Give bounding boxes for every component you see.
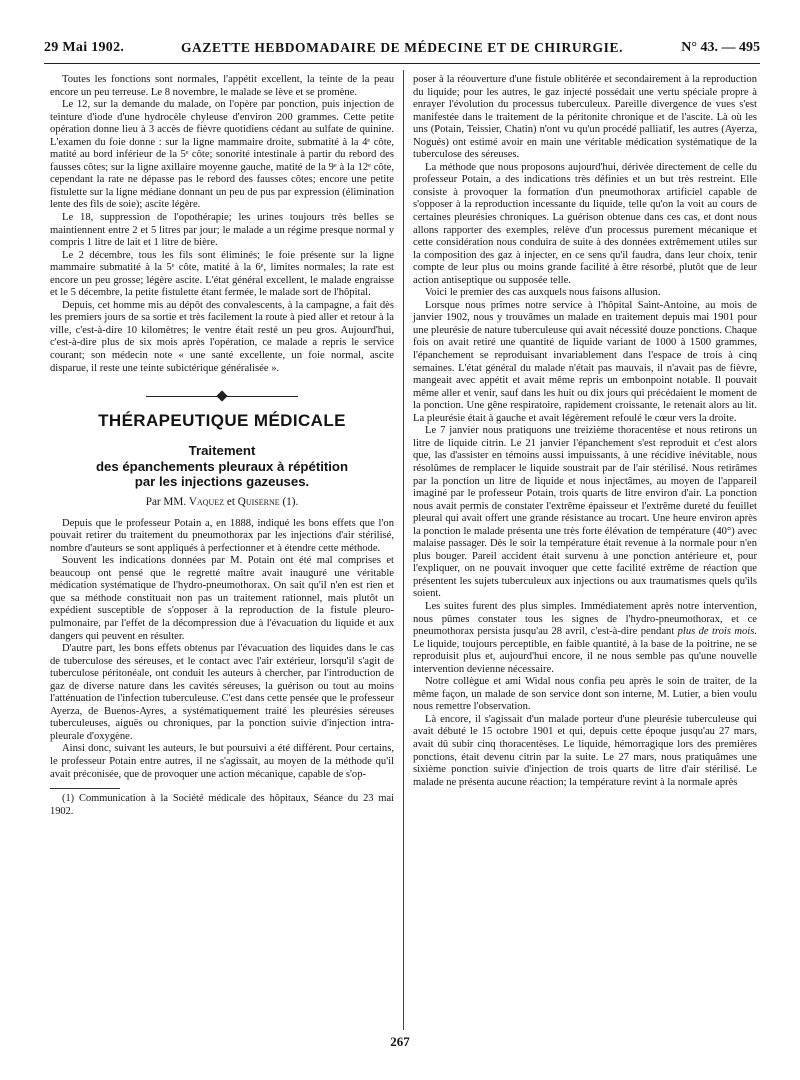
paragraph: Le 2 décembre, tous les fils sont éliminés; le foie présente sur la ligne mammaire submatité à la 5ᵉ côte, matité à la 6ᵉ, limites normales; la rate est encore un peu grosse; légère ascite. L'état général excellent, le malade engraisse et le 5 décembre, la petite fistulette étant fermée, le malade sort de l'hôpital.	[50, 249, 394, 299]
byline-prefix: Par MM.	[145, 495, 187, 508]
journal-title: GAZETTE HEBDOMADAIRE DE MÉDECINE ET DE CHIRURGIE.	[180, 40, 624, 55]
issue-date: 29 Mai 1902.	[44, 40, 125, 55]
paragraph: poser à la réouverture d'une fistule oblitérée et secondairement à la reproduction du liquide; pour les autres, le gaz injecté possédait une vertu spéciale propre à enrayer l'évolution du processus tuberculeux. Pareille divergence de vues s'est manifestée dans le traitement de la péritonite chronique et de l'ascite. Là où les uns (Potain, Teissier, Chatin) n'ont vu qu'un procédé palliatif, les autres (Ayerza, Nogués) ont estimé avoir en main une véritable médication systématique de la tuberculose des séreuses.	[413, 74, 757, 161]
paragraph: Là encore, il s'agissait d'un malade porteur d'une pleurésie tuberculeuse qui avait débuté le 15 octobre 1901 et qui, depuis cette époque jusqu'au 27 mars, avait dû subir cinq thoracentèses. Le liquide, hémorragique lors des premières ponctions, était devenu citrin par la suite. Le 27 mars, nous pratiquâmes une sixième ponction suivie d'injection de trois quarts de litre d'air stérilisé. Le malade ne présenta aucune réaction; la température revint à la normale après	[413, 713, 757, 788]
paragraph: Voici le premier des cas auxquels nous faisons allusion.	[425, 287, 661, 299]
right-column	[413, 74, 757, 789]
byline	[50, 495, 394, 509]
left-column	[50, 74, 394, 818]
footnote-rule	[50, 788, 120, 789]
article-title-line: par les injections gazeuses.	[134, 474, 310, 490]
paragraph: Notre collègue et ami Widal nous confia peu après le soin de traiter, de la même façon, un malade de son service dont son interne, M. Lutier, a bien voulu nous remettre l'observation.	[413, 676, 757, 713]
paragraph: Lorsque nous prîmes notre service à l'hôpital Saint-Antoine, au mois de janvier 1902, nous y trouvâmes un malade en traitement depuis mai 1901 pour une pleurésie de nature tuberculeuse qui avait nécessité douze ponctions. Chaque fois on avait retiré une quantité de liquide variant de 1000 à 1500 grammes, l'épanchement se reproduisant invariablement dans l'espace de trois à cinq semaines. L'état général du malade n'était pas mauvais, il n'avait pas de fièvre, mangeait avec appétit et avait même repris un embonpoint notable. Il pouvait même aller et venir, sauf dans les huit ou dix jours qui précédaient le moment de la ponction. Une gêne respiratoire, rapidement croissante, le retenait alors au lit. La pleurésie était à gauche et avait légèrement refoulé le cœur vers la droite.	[413, 299, 757, 424]
byline-conjunction: et	[226, 495, 235, 508]
issue-number: N° 43. — 495	[681, 40, 760, 55]
emphasis-text: plus de trois mois.	[677, 626, 757, 638]
paragraph: La méthode que nous proposons aujourd'hui, dérivée directement de celle du professeur Potain, a des indications très définies et un but très restreint. Elle consiste à provoquer la formation d'un pneumothorax artificiel capable de s'opposer à la reproduction incessante du liquide, telle qu'on la voit au cours de certaines pleurésies chroniques. La guérison obtenue dans ces cas, et dont nous allons rapporter des exemples, relève d'un processus purement mécanique et cette considération nous conduira de suite à des données extrêmement utiles sur la composition des gaz à injecter, en ce sens qu'il faudra, dans leur choix, tenir compte de leur plus ou moins grande facilité à être résorbé, plutôt que de leur action antiseptique ou supposée telle.	[413, 161, 757, 286]
paragraph: Le 12, sur la demande du malade, on l'opère par ponction, puis injection de teinture d'iode d'une hydrocèle chyleuse d'environ 200 grammes. Cette petite opération donne lieu à 3 accès de fièvre quotidiens cédant au sulfate de quinine. L'examen du foie donne : sur la ligne mammaire droite, submatité à la 4ᵉ côte, matité au bord inférieur de la 5ᵉ côte; sonorité intestinale à partir du rebord des fausses côtes; sur la ligne axillaire moyenne gauche, matité de la 9ᵉ à la 12ᵉ côte, cependant la rate ne dépasse pas le rebord des fausses côtes; encore une petite fistulette sur la ligne médiane donnant un peu de pus par expression (élimination lente des fils de soie); ascite légère.	[50, 99, 394, 211]
paragraph: D'autre part, les bons effets obtenus par l'évacuation des liquides dans le cas de tuberculose des séreuses, et le contact avec l'air extérieur, lorsqu'il s'agit de tuberculose péritonéale, ont conduit les auteurs à chercher, par l'introduction de gaz de diverse nature dans les cavités séreuses, la guérison ou tout au moins l'atténuation de l'infection tuberculeuse. C'est dans cette pensée que le professeur Ayerza, de Buenos-Ayres, a systématiquement traité les pleurésies séreuses tuberculeuses, aiguës ou chroniques, par la ponction suivie d'injection intra-pleurale d'oxygène.	[50, 643, 394, 742]
paragraph	[413, 601, 757, 676]
running-header	[44, 40, 760, 62]
section-title: THÉRAPEUTIQUE MÉDICALE	[98, 411, 346, 431]
paragraph: Ainsi donc, suivant les auteurs, le but poursuivi a été différent. Pour certains, le professeur Potain entre autres, il ne s'agissait, au moyen de la méthode qu'il avait préconisée, que de provoquer une action mécanique, capable de s'op-	[50, 743, 394, 780]
page-number: 267	[390, 1034, 410, 1049]
header-rule	[44, 63, 760, 64]
paragraph-text: Les suites furent des plus simples. Immédiatement après notre intervention, nous pûmes constater tous les signes de l'hydro-pneumothorax, et ce pneumothorax persista jusqu'au 28 avril, c'est-à-dire pendant	[413, 600, 757, 638]
paragraph: Depuis, cet homme mis au dépôt des convalescents, à la campagne, a fait dès les premiers jours de sa sortie et très facilement la route à pied aller et retour à la ville, c'est-à-dire 10 kilomètres; le ventre était resté un peu gros. Aujourd'hui, c'est-à-dire plus de six mois après l'opération, ce malade a repris le service courant; son médecin note « une santé excellente, un foie normal, ascite disparue, il reste une teinte subictérique généralisée ».	[50, 299, 394, 374]
section-divider	[50, 385, 394, 407]
author-name: Vaquez	[188, 495, 225, 508]
paragraph: Le 18, suppression de l'opothérapie; les urines toujours très belles se maintiennent entre 2 et 5 litres par jour; le malade a un régime presque normal y compris 1 litre de lait et 1 litre de bière.	[50, 212, 394, 249]
paragraph: Toutes les fonctions sont normales, l'appétit excellent, la teinte de la peau encore un peu terreuse. Le 8 novembre, le malade se lève et se promène.	[50, 74, 394, 98]
column-rule	[403, 70, 404, 1030]
article-title-line: des épanchements pleuraux à répétition	[95, 458, 349, 474]
article-title-line: Traitement	[188, 443, 256, 459]
paragraph: Depuis que le professeur Potain a, en 1888, indiqué les bons effets que l'on pouvait retirer du traitement du pneumothorax par les injections d'air stérilisé, nombre d'auteurs se sont appliqués à perfectionner et à étendre cette méthode.	[50, 517, 394, 554]
paragraph-text: Le liquide, toujours perceptible, en faible quantité, à la base de la poitrine, ne se reproduisit plus et, aujourd'hui encore, il ne nous semble pas qu'une nouvelle intervention devienne nécessaire.	[413, 638, 757, 675]
author-name: Quiserne	[237, 495, 280, 508]
diamond-ornament-icon	[216, 390, 227, 401]
paragraph: Souvent les indications données par M. Potain ont été mal comprises et beaucoup ont pensé que le regretté maître avait inauguré une véritable médication systématique de l'hydro-pneumothorax. On sait qu'il n'en est rien et que sa méthode constituait non pas un traitement rationnel, mais plutôt un expédient susceptible de s'opposer à la reproduction de la fistule pleuro-pulmonaire, par l'effet de la décompression due à l'évacuation du liquide et aux dangers qui peuvent en résulter.	[50, 555, 394, 642]
footnote: (1) Communication à la Société médicale des hôpitaux, Séance du 23 mai 1902.	[50, 793, 394, 817]
paragraph: Le 7 janvier nous pratiquons une treizième thoracentèse et nous retirons un litre de liquide citrin. Le 21 janvier l'épanchement s'est reproduit et c'est alors que, las d'assister en témoins aussi impuissants, à une récidive inévitable, nous résolûmes de remplacer le liquide soustrait par de l'air stérilisé. Nous retirâmes par la ponction un litre de liquide et nous injectâmes, au moyen de l'appareil imaginé par le professeur Potain, trois quarts de litre environ d'air. La ponction nous avait permis de constater l'extrême épaisseur et l'extrême dureté du feuillet pleural qui avait offert une grande résistance au trocart. Une heure environ après la ponction le malade présenta une très forte élévation de température (40°) avec malaise passager. Dès le soir la température était revenue à la normale pour n'en plus bouger. Pareil accident était survenu à une ponction antérieure et, pour l'expliquer, on ne pouvait invoquer que cette facilité extrême de réaction que présentent les sujets tuberculeux aux injections ou aux traumatismes quels qu'ils soient.	[413, 425, 757, 600]
footnote-ref: (1).	[282, 495, 299, 508]
